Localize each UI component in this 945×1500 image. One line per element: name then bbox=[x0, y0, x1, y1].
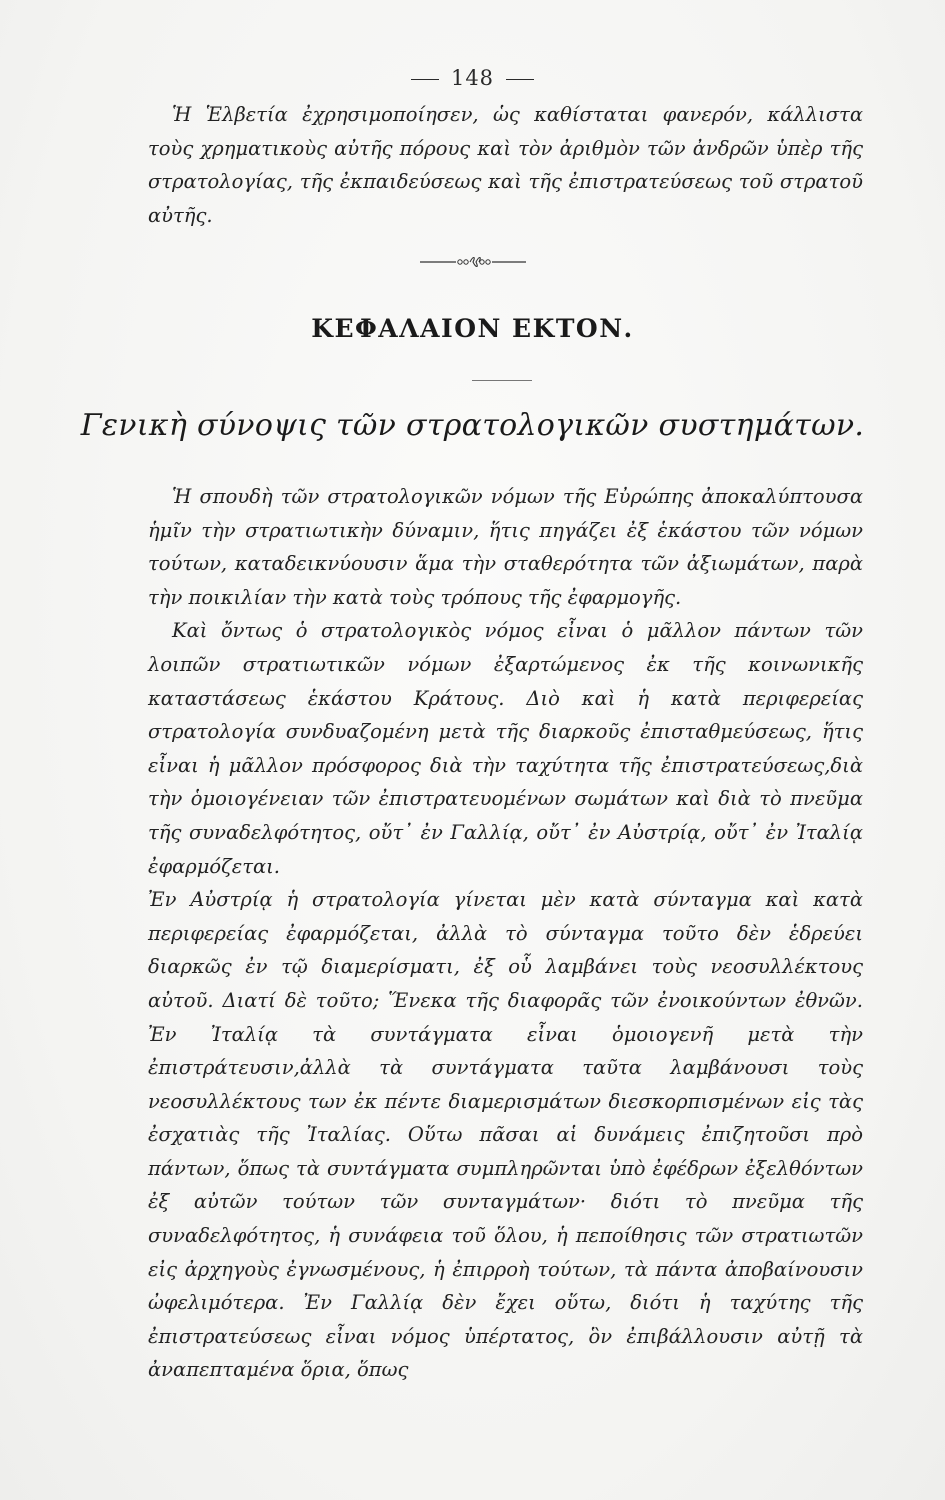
chapter-title: ΚΕΦΑΛΑΙΟΝ ΕΚΤΟΝ. bbox=[311, 314, 634, 343]
body-paragraph: Ἡ σπουδὴ τῶν στρατολογικῶν νόμων τῆς Εὐρώπης ἀποκαλύπτουσα ἡμῖν τὴν στρατιωτικὴν δύναμιν, ἥτις πηγάζει ἐξ ἑκάστου τῶν νόμων τούτων, καταδεικνύουσιν ἅμα τὴν σταθερότητα τῶν ἀξιωμάτων, παρὰ τὴν ποικιλίαν τὴν κατὰ τοὺς τρόπους τῆς ἐφαρμογῆς. bbox=[148, 485, 863, 609]
ornament-flourish-icon bbox=[418, 253, 528, 271]
intro-text-block bbox=[148, 98, 863, 232]
body-paragraph: Ἐν Αὐστρίᾳ ἡ στρατολογία γίνεται μὲν κατὰ σύνταγμα καὶ κατὰ περιφερείας ἐφαρμόζεται, ἀλλὰ τὸ σύνταγμα τοῦτο δὲν ἑδρεύει διαρκῶς ἐν τῷ διαμερίσματι, ἐξ οὗ λαμβάνει τοὺς νεοσυλλέκτους αὐτοῦ. Διατί δὲ τοῦτο; Ἕνεκα τῆς διαφορᾶς τῶν ἐνοικούντων ἐθνῶν. Ἐν Ἰταλίᾳ τὰ συντάγματα εἶναι ὁμοιογενῆ μετὰ τὴν ἐπιστράτευσιν,ἀλλὰ τὰ συντάγματα ταῦτα λαμβάνουσι τοὺς νεοσυλλέκτους των ἐκ πέντε διαμερισμάτων διεσκορπισμένων εἰς τὰς ἐσχατιὰς τῆς Ἰταλίας. Οὕτω πᾶσαι αἱ δυνάμεις ἐπιζητοῦσι πρὸ πάντων, ὅπως τὰ συντάγματα συμπληρῶνται ὑπὸ ἐφέδρων ἐξελθόντων ἐξ αὐτῶν τούτων τῶν συνταγμάτων· διότι τὸ πνεῦμα τῆς συναδελφότητος, ἡ συνάφεια τοῦ ὅλου, ἡ πεποίθησις τῶν στρατιωτῶν εἰς ἀρχηγοὺς ἐγνωσμένους, ἡ ἐπιρροὴ τούτων, τὰ πάντα ἀποβαίνουσιν ὠφελιμότερα. Ἐν Γαλλίᾳ δὲν ἔχει οὕτω, διότι ἡ ταχύτης τῆς ἐπιστρατεύσεως εἶναι νόμος ὑπέρτατος, ὃν ἐπιβάλλουσιν αὐτῇ τὰ ἀναπεπταμένα ὅρια, ὅπως bbox=[148, 888, 863, 1382]
body-text-block bbox=[148, 480, 863, 1387]
section-title: Γενικὴ σύνοψις τῶν στρατολογικῶν συστημάτων. bbox=[80, 408, 865, 443]
title-divider bbox=[472, 380, 532, 381]
page-number-header bbox=[0, 66, 945, 90]
dash-right bbox=[506, 79, 534, 81]
body-paragraph: Καὶ ὄντως ὁ στρατολογικὸς νόμος εἶναι ὁ μᾶλλον πάντων τῶν λοιπῶν στρατιωτικῶν νόμων ἐξαρτώμενος ἐκ τῆς κοινωνικῆς καταστάσεως ἑκάστου Κράτους. Διὸ καὶ ἡ κατὰ περιφερείας στρατολογία συνδυαζομένη μετὰ τῆς διαρκοῦς ἐπισταθμεύσεως, ἥτις εἶναι ἡ μᾶλλον πρόσφορος διὰ τὴν ταχύτητα τῆς ἐπιστρατεύσεως,διὰ τὴν ὁμοιογένειαν τῶν ἐπιστρατευομένων σωμάτων καὶ διὰ τὸ πνεῦμα τῆς συναδελφότητος, οὔτ᾽ ἐν Γαλλίᾳ, οὔτ᾽ ἐν Αὐστρίᾳ, οὔτ᾽ ἐν Ἰταλίᾳ ἐφαρμόζεται. bbox=[148, 619, 863, 878]
page-number: 148 bbox=[450, 66, 495, 90]
section-ornament bbox=[0, 253, 945, 273]
dash-left bbox=[411, 79, 439, 81]
intro-paragraph: Ἡ Ἑλβετία ἐχρησιμοποίησεν, ὡς καθίσταται φανερόν, κάλλιστα τοὺς χρηματικοὺς αὐτῆς πόρους καὶ τὸν ἀριθμὸν τῶν ἀνδρῶν ὑπὲρ τῆς στρατολογίας, τῆς ἐκπαιδεύσεως καὶ τῆς ἐπιστρατεύσεως τοῦ στρατοῦ αὐτῆς. bbox=[148, 103, 863, 227]
